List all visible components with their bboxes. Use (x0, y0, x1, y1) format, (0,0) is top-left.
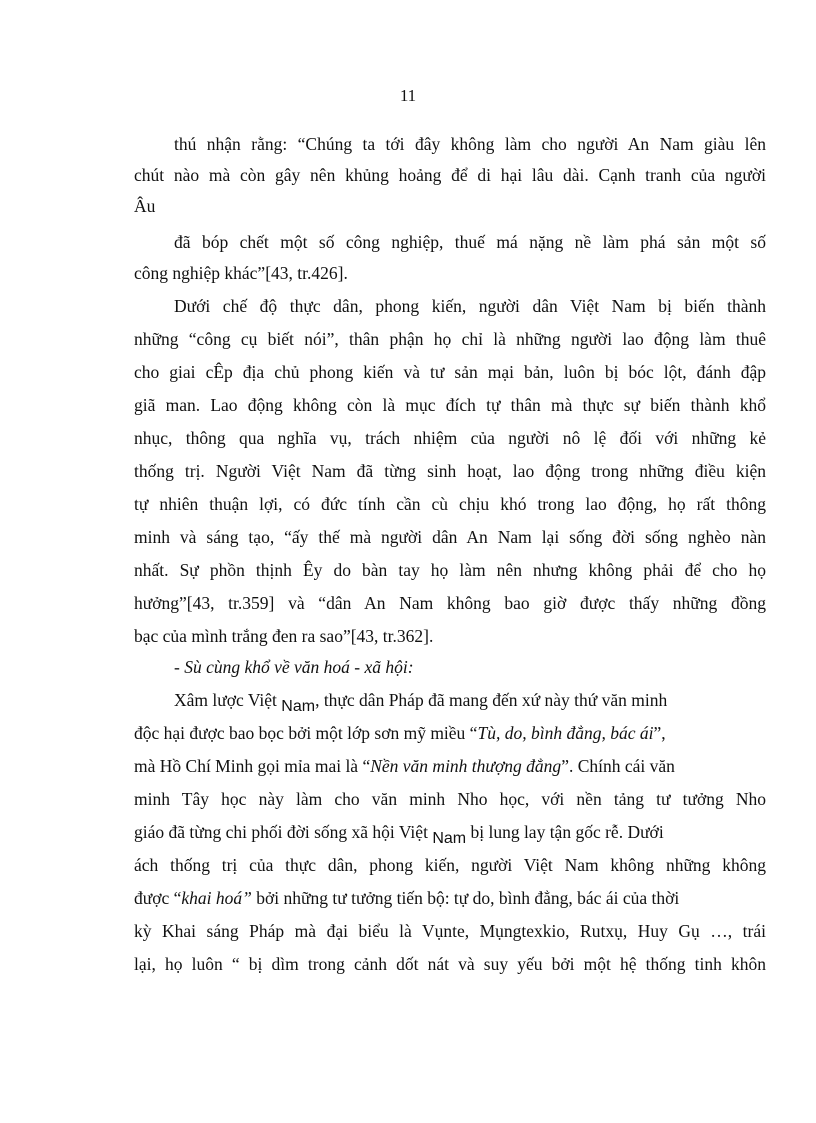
section-heading: - Sù cùng khổ về văn hoá - xã hội: (174, 657, 414, 677)
text-span: được “ (134, 888, 182, 908)
text-line: bạc của mình trắng đen ra sao”[43, tr.362]. (134, 626, 434, 646)
text-line: nhục, thông qua nghĩa vụ, trách nhiệm của người nô lệ đối với những kẻ (134, 428, 766, 448)
text-line: hưởng”[43, tr.359] và “dân An Nam không bao giờ được thấy những đồng (134, 593, 766, 613)
text-line: tự nhiên thuận lợi, có đức tính cần cù chịu khó trong lao động, họ rất thông (134, 494, 766, 514)
text-span: Xâm lược Việt (174, 690, 277, 710)
text-line: lại, họ luôn “ bị dìm trong cảnh dốt nát và suy yếu bởi một hệ thống tinh khôn (134, 954, 766, 974)
text-span: ”, (653, 723, 666, 743)
emphasis-text: Nền văn minh thượng đẳng (370, 756, 562, 776)
text-line: công nghiệp khác”[43, tr.426]. (134, 263, 348, 283)
emphasis-text: Tù, do, bình đẳng, bác ái (477, 723, 654, 743)
text-span: mà Hồ Chí Minh gọi mỉa mai là “ (134, 756, 371, 776)
text-span: giáo đã từng chi phối đời sống xã hội Việt (134, 822, 428, 842)
text-span: Nam (281, 698, 316, 715)
text-line: giã man. Lao động không còn là mục đích tự thân mà thực sự biến thành khổ (134, 395, 766, 415)
text-span: bởi những tư tưởng tiến bộ: tự do, bình đẳng, bác ái của thời (251, 888, 680, 908)
emphasis-text: khai hoá” (181, 888, 252, 908)
text-span: Nam (432, 830, 467, 847)
text-line: nhất. Sự phồn thịnh Êy do bàn tay họ làm nên nhưng không phải để cho họ (134, 560, 766, 580)
text-line (174, 688, 766, 714)
text-line: đã bóp chết một số công nghiệp, thuế má nặng nề làm phá sản một số (174, 232, 766, 252)
text-line (134, 721, 766, 745)
text-line (134, 820, 766, 846)
text-span: độc hại được bao bọc bởi một lớp sơn mỹ miều “ (134, 723, 478, 743)
text-line (134, 754, 766, 778)
text-span: ”. Chính cái văn (561, 756, 675, 776)
text-line: ách thống trị của thực dân, phong kiến, người Việt Nam không những không (134, 855, 766, 875)
text-span: , thực dân Pháp đã mang đến xứ này thứ văn minh (315, 690, 668, 710)
text-line: minh Tây học này làm cho văn minh Nho học, với nền tảng tư tưởng Nho (134, 789, 766, 809)
text-line: những “công cụ biết nói”, thân phận họ chỉ là những người lao động làm thuê (134, 329, 766, 349)
text-line: Âu (134, 196, 156, 216)
text-line: thống trị. Người Việt Nam đã từng sinh hoạt, lao động trong những điều kiện (134, 461, 766, 481)
text-line: kỳ Khai sáng Pháp mà đại biểu là Vụnte, Mụngtexkio, Rutxụ, Huy Gụ …, trái (134, 921, 766, 941)
text-line: minh và sáng tạo, “ấy thế mà người dân An Nam lại sống đời sống nghèo nàn (134, 527, 766, 547)
text-line: thú nhận rằng: “Chúng ta tới đây không làm cho người An Nam giàu lên (174, 134, 766, 154)
text-line: Dưới chế độ thực dân, phong kiến, người dân Việt Nam bị biến thành (174, 296, 766, 316)
page-number: 11 (399, 86, 417, 105)
text-span: bị lung lay tận gốc rễ. Dưới (470, 822, 664, 842)
text-line: chút nào mà còn gây nên khủng hoảng để di hại lâu dài. Cạnh tranh của người (134, 165, 766, 185)
text-line: cho giai cÊp địa chủ phong kiến và tư sản mại bản, luôn bị bóc lột, đánh đập (134, 362, 766, 382)
text-line (134, 886, 766, 910)
